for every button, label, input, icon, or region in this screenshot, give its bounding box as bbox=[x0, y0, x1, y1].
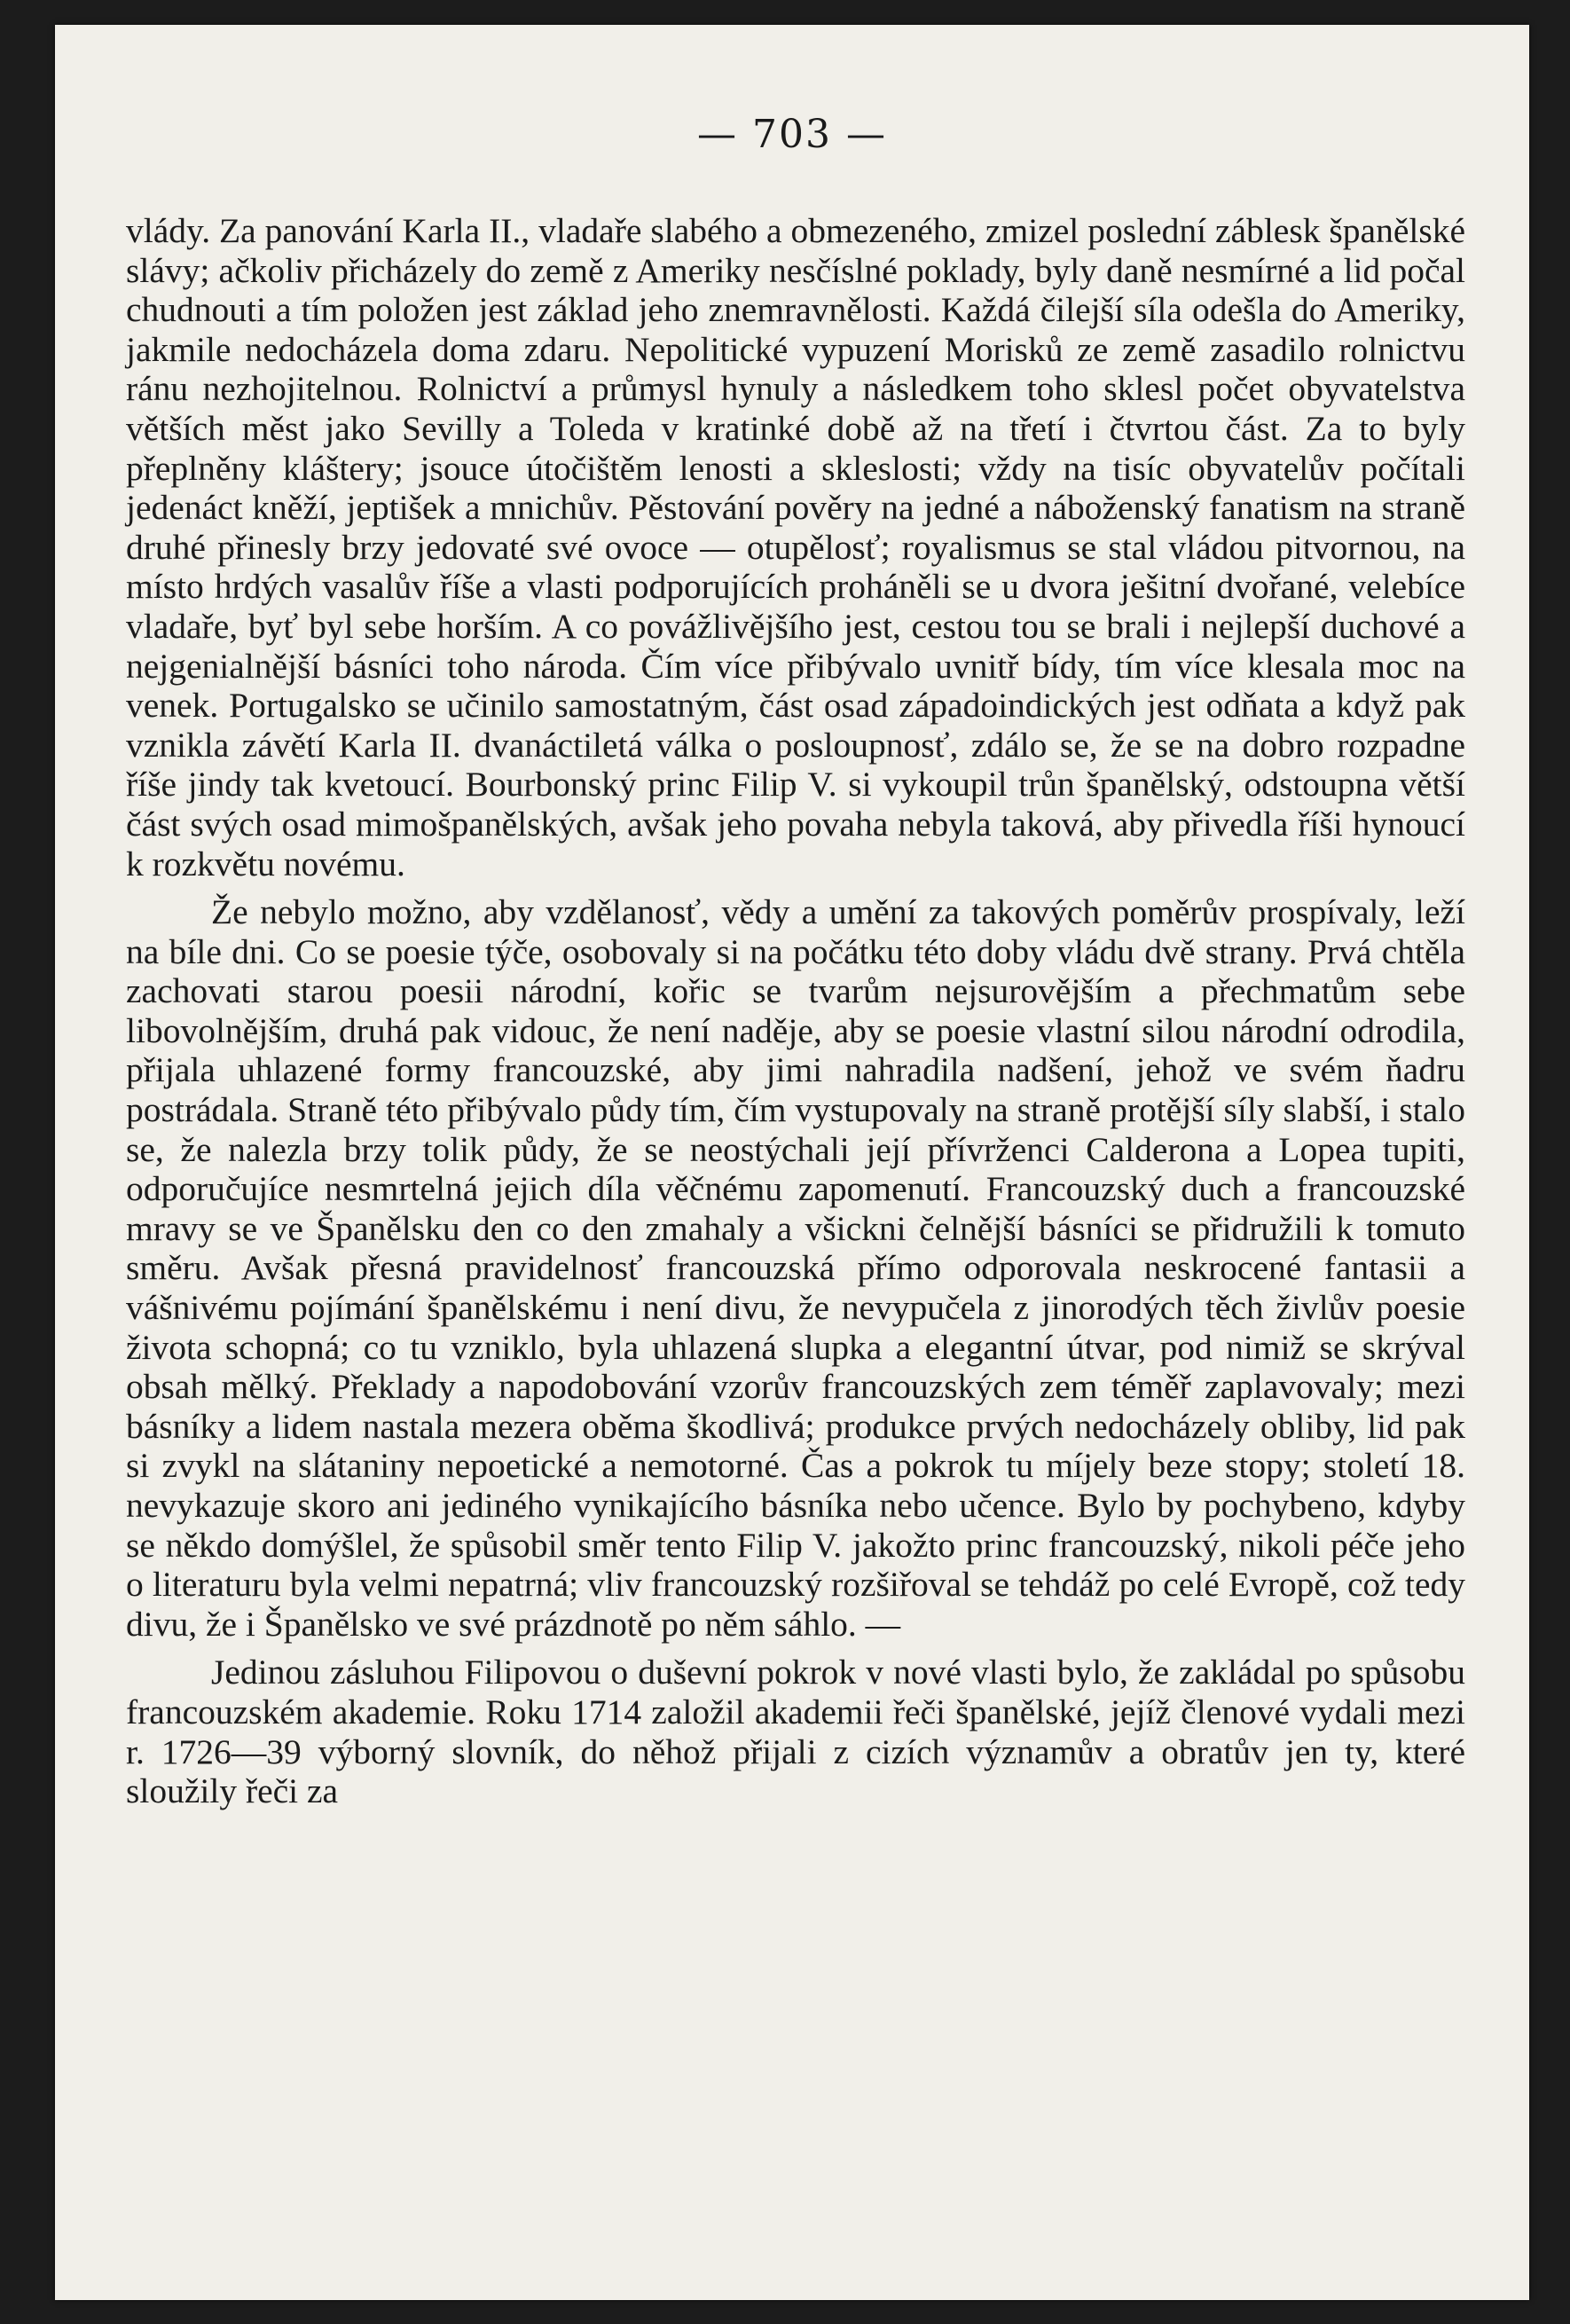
paragraph-2: Že nebylo možno, aby vzdělanosť, vědy a umění za takových poměrův prospívaly, leží na bíle dni. Co se poesie týče, osobovaly si na počátku této doby vládu dvě strany. Prvá chtěla zachovati starou poesii národní, kořic se tvarům nejsurovějším a přechmatům sebe libovolnějším, druhá pak vidouc, že není naděje, aby se poesie vlastní silou národní odrodila, přijala uhlazené formy francouzské, aby jimi nahradila nadšení, jehož ve svém ňadru postrádala. Straně této přibývalo půdy tím, čím vystupovaly na straně protější síly slabší, i stalo se, že nalezla brzy tolik půdy, že se neostýchali její přívrženci Calderona a Lopea tupiti, odporučujíce nesmrtelná jejich díla věčnému zapomenutí. Francouzský duch a francouzské mravy se ve Španělsku den co den zmahaly a všickni čelnější básníci se přidružili k tomuto směru. Avšak přesná pravidelnosť francouzská přímo odporovala neskrocené fantasii a vášnivému pojímání španělskému i není divu, že nevypučela z jinorodých těch živlův poesie života schopná; co tu vzniklo, byla uhlazená slupka a elegantní útvar, pod nimiž se skrýval obsah mělký. Překlady a napodobování vzorův francouzských zem téměř zaplavovaly; mezi básníky a lidem nastala mezera oběma škodlivá; produkce prvých nedocházely obliby, lid pak si zvykl na slátaniny nepoetické a nemotorné. Čas a pokrok tu míjely beze stopy; století 18. nevykazuje skoro ani jediného vynikajícího básníka nebo učence. Bylo by pochybeno, kdyby se někdo domýšlel, že spůsobil směr tento Filip V. jakožto princ francouzský, nikoli péče jeho o literaturu byla velmi nepatrná; vliv francouzský rozšiřoval se tehdáž po celé Evropě, což tedy divu, že i Španělsko ve své prázdnotě po něm sáhlo. — bbox=[126, 892, 1465, 1644]
page-number: — 703 — bbox=[697, 112, 887, 157]
book-page bbox=[55, 25, 1529, 2300]
page-body bbox=[126, 211, 1465, 1811]
paragraph-1: vlády. Za panování Karla II., vladaře slabého a obmezeného, zmizel poslední záblesk španělské slávy; ačkoliv přicházely do země z Ameriky nesčíslné poklady, byly daně nesmírné a lid počal chudnouti a tím položen jest základ jeho znemravnělosti. Každá čilejší síla odešla do Ameriky, jakmile nedocházela doma zdaru. Nepolitické vypuzení Morisků ze země zasadilo rolnictvu ránu nezhojitelnou. Rolnictví a průmysl hynuly a následkem toho sklesl počet obyvatelstva větších měst jako Sevilly a Toleda v kratinké době až na třetí i čtvrtou část. Za to byly přeplněny kláštery; jsouce útočištěm lenosti a skleslosti; vždy na tisíc obyvatelův počítali jedenáct kněží, jeptišek a mnichův. Pěstování pověry na jedné a náboženský fanatism na straně druhé přinesly brzy jedovaté své ovoce — otupělosť; royalismus se stal vládou pitvornou, na místo hrdých vasalův říše a vlasti podporujících proháněli se u dvora ješitní dvořané, velebíce vladaře, byť byl sebe horším. A co povážlivějšího jest, cestou tou se brali i nejlepší duchové a nejgenialnější básníci toho národa. Čím více přibývalo uvnitř bídy, tím více klesala moc na venek. Portugalsko se učinilo samostatným, část osad západoindických jest odňata a když pak vznikla závětí Karla II. dvanáctiletá válka o posloupnosť, zdálo se, že se na dobro rozpadne říše jindy tak kvetoucí. Bourbonský princ Filip V. si vykoupil trůn španělský, odstoupna větší část svých osad mimošpanělských, avšak jeho povaha nebyla taková, aby přivedla říši hynoucí k rozkvětu novému. bbox=[126, 211, 1465, 883]
paragraph-3: Jedinou zásluhou Filipovou o duševní pokrok v nové vlasti bylo, že zakládal po spůsobu francouzském akademie. Roku 1714 založil akademii řeči španělské, jejíž členové vydali mezi r. 1726—39 výborný slovník, do něhož přijali z cizích významův a obratův jen ty, které sloužily řeči za bbox=[126, 1653, 1465, 1811]
